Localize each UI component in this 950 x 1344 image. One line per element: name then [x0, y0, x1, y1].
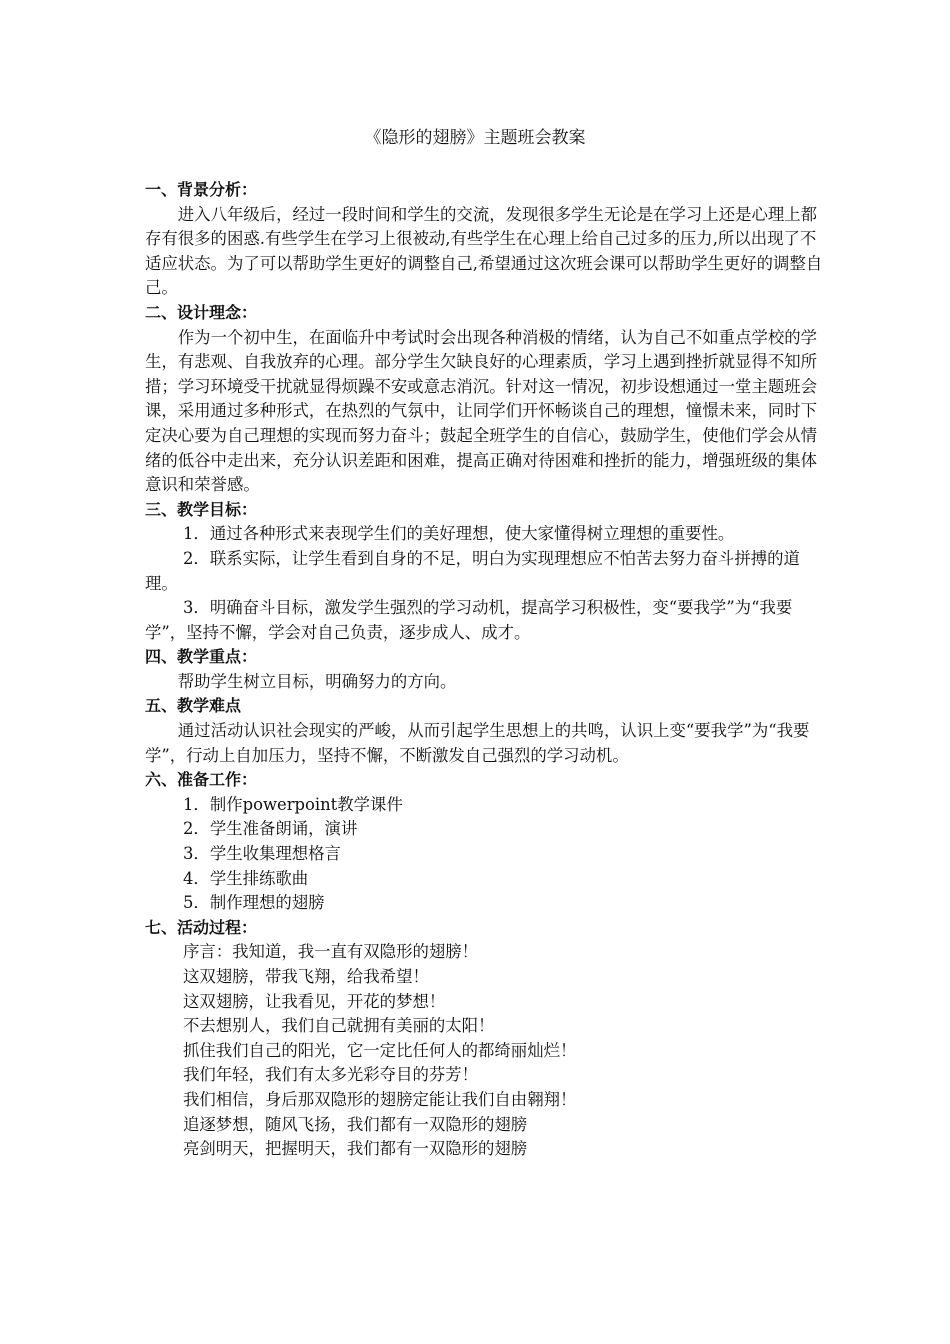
- section-heading: 一、背景分析：: [145, 180, 258, 199]
- section-heading: 四、教学重点：: [145, 647, 258, 667]
- verse-line: 我们年轻，我们有太多光彩夺目的芬芳！: [183, 1065, 479, 1085]
- section-paragraph: 进入八年级后，经过一段时间和学生的交流，发现很多学生无论是在学习上还是心理上都存有很多的困惑.有些学生在学习上很被动,有些学生在心理上给自己过多的压力,所以出现了不适应状态。为了可以帮助学生更好的调整自己,希望通过这次班会课可以帮助学生更好的调整自己。: [145, 204, 823, 298]
- section-heading: 六、准备工作：: [145, 770, 258, 790]
- section-teaching-goals: [145, 498, 825, 646]
- section-heading: 五、教学难点: [145, 696, 242, 716]
- section-heading: 七、活动过程：: [145, 917, 258, 937]
- verse-line: 这双翅膀，让我看见，开花的梦想！: [183, 991, 446, 1011]
- list-item: 2．联系实际，让学生看到自身的不足，明白为实现理想应不怕苦去努力奋斗拼搏的道理。: [145, 548, 800, 593]
- list-item: 3．明确奋斗目标，激发学生强烈的学习动机，提高学习积极性，变“要我学”为“我要学”，坚持不懈，学会对自己负责，逐步成人、成才。: [145, 598, 793, 642]
- section-design-concept: [145, 301, 825, 498]
- verse-line: 这双翅膀，带我飞翔，给我希望！: [183, 967, 429, 986]
- section-heading: 二、设计理念：: [145, 302, 258, 322]
- list-item: 5．制作理想的翅膀: [183, 893, 325, 913]
- list-item: 1．通过各种形式来表现学生们的美好理想，使大家懂得树立理想的重要性。: [183, 524, 735, 544]
- section-preparation: [145, 768, 825, 916]
- verse-line: 追逐梦想，随风飞扬，我们都有一双隐形的翅膀: [183, 1114, 528, 1134]
- section-heading: 三、教学目标：: [145, 499, 258, 519]
- verse-line: 亮剑明天，把握明天，我们都有一双隐形的翅膀: [183, 1139, 528, 1159]
- list-item: 4．学生排练歌曲: [183, 868, 309, 888]
- section-paragraph: 通过活动认识社会现实的严峻，从而引起学生思想上的共鸣，认识上变“要我学”为“我要学”，行动上自加压力，坚持不懈，不断激发自己强烈的学习动机。: [145, 721, 810, 765]
- list-item: 1．制作powerpoint教学课件: [183, 794, 403, 814]
- section-paragraph: 帮助学生树立目标，明确努力的方向。: [177, 671, 457, 691]
- verse-line: 我们相信，身后那双隐形的翅膀定能让我们自由翱翔！: [183, 1089, 577, 1109]
- section-key-points: [145, 645, 825, 694]
- section-difficulties: [145, 694, 825, 768]
- list-item: 3．学生收集理想格言: [183, 844, 341, 864]
- section-background: [145, 178, 825, 301]
- list-item: 2．学生准备朗诵，演讲: [183, 819, 358, 839]
- section-activity-process: [145, 916, 825, 1162]
- document-body: [145, 178, 825, 1162]
- verse-line: 序言：我知道，我一直有双隐形的翅膀！: [183, 942, 479, 962]
- verse-line: 抓住我们自己的阳光，它一定比任何人的都绮丽灿烂！: [183, 1040, 577, 1060]
- document-title: 《隐形的翅膀》主题班会教案: [364, 128, 586, 148]
- verse-line: 不去想别人，我们自己就拥有美丽的太阳！: [183, 1016, 495, 1036]
- section-paragraph: 作为一个初中生，在面临升中考试时会出现各种消极的情绪，认为自己不如重点学校的学生，有悲观、自我放弃的心理。部分学生欠缺良好的心理素质，学习上遇到挫折就显得不知所措；学习环境受干扰就显得烦躁不安或意志消沉。针对这一情况，初步设想通过一堂主题班会课，采用通过多种形式，在热烈的气氛中，让同学们开怀畅谈自己的理想，憧憬未来，同时下定决心要为自己理想的实现而努力奋斗；鼓起全班学生的自信心，鼓励学生，使他们学会从情绪的低谷中走出来，充分认识差距和困难，提高正确对待困难和挫折的能力，增强班级的集体意识和荣誉感。: [145, 327, 818, 495]
